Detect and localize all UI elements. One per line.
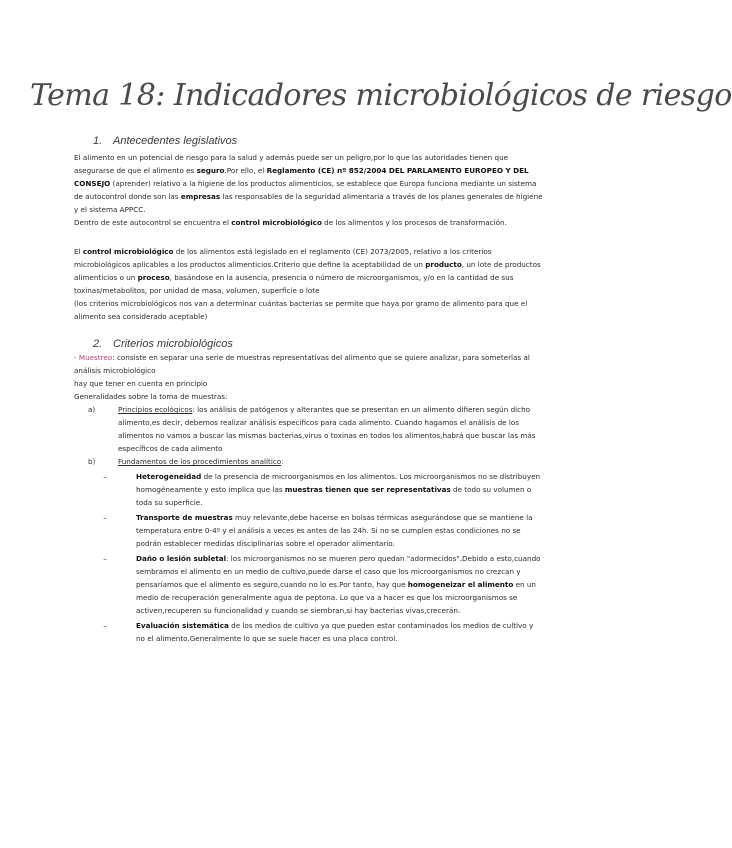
text-run: : [281,457,284,466]
text-run: de los medios de cultivo ya que pueden estar contaminados los medios de cultivo y no el alimento.Generalmente lo que se suele hacer es una placa control. [136,621,534,643]
text-run: de la presencia de microorganismos en los alimentos. Los microorganismos no se distribuyen homogéneamente y esto implica que las [136,472,541,494]
text-run: El alimento en un potencial de riesgo para la salud y además puede ser un peligro,por lo que las autoridades tienen que asegurarse de que el alimento es [74,153,509,175]
underlined-term: Principios ecológicos [118,405,193,414]
bold-term: producto [425,260,462,269]
text-run: .Por ello, el [224,166,267,175]
bold-term: proceso [137,273,170,282]
bold-term: control microbiológico [82,247,174,256]
text-run: muy relevante,debe hacerse en bolsas térmicas asegurándose que se mantiene la temperatura entre 0-4º y el análisis a veces es antes de las 24h. Si no se cumplen estas condiciones no se podrán establecer medidas disciplinarias sobre el operador alimentario. [136,513,533,548]
paragraph-intro [74,151,544,216]
text-run: de los alimentos y los procesos de transformación. [321,218,507,227]
text-run: de los alimentos está legislado en el reglamento (CE) 2073/2005, relativo a los criterios microbiológicos aplicables a los productos alimenticios.Criterio que define la aceptabilidad de un [74,247,492,269]
text-run: (aprender) relativo a la higiene de los productos alimenticios, se establece que Europa funciona mediante un sistema de autocontrol donde son las [74,179,537,201]
bullet-dash: – [103,554,107,563]
bullet-transporte [74,511,544,550]
list-body [118,455,544,468]
bullet-body [136,511,544,550]
text-run: en un medio de recuperación generalmente agua de peptona. Lo que va a hacer es que los microorganismos se activen,recuperen su funcionalidad y cuando se siembran,si hay bacterias vivas,crecerán. [136,580,536,615]
bullet-dash: – [103,472,107,481]
bullet-body [136,552,544,617]
bold-term: control microbiológico [231,218,322,227]
list-label: b) [88,457,96,466]
line-generalidades: Generalidades sobre la toma de muestras: [74,392,228,401]
bullet-dash: – [103,513,107,522]
bullet-dano-subletal [74,552,544,617]
section-number: 2. [93,338,103,350]
bullet-dash: – [103,621,107,630]
bullet-evaluacion [74,619,544,645]
paragraph-muestreo [74,351,544,377]
list-label: a) [88,405,96,414]
bullet-body [136,619,544,645]
bold-term: Heterogeneidad [136,472,202,481]
bold-term: seguro [196,166,225,175]
section-heading-2 [93,337,544,351]
underlined-term: Fundamentos de los procedimientos analítico [118,457,282,466]
list-item-b [74,455,544,468]
bold-term: Daño o lesión subletal [136,554,227,563]
paragraph-control [74,245,544,297]
text-run: El [74,247,83,256]
bullet-body [136,470,544,509]
section-title: Antecedentes legislativos [113,135,238,147]
bullet-heterogeneidad [74,470,544,509]
text-run: : los análisis de patógenos y alterantes que se presentan en un alimento difieren según dicho alimento,es decir, debemos realizar análisis específicos para cada alimento. Cuando hagamos el análisis de los alimentos no vamos a buscar las mismas bacterias,virus o toxinas en todos los alimentos,habrá que buscar las más específicos de cada alimento [118,405,536,453]
paragraph-note: (los criterios microbiológicos nos van a determinar cuántas bacterias se permite que haya por gramo de alimento para que el alimento sea considerado aceptable) [74,299,528,321]
text-run: , basándose en la ausencia, presencia o número de microorganismos, y/o en la cantidad de sus toxinas/metabolitos, por unidad de masa, volumen, superficie o lote [74,273,514,295]
bold-term: empresas [180,192,221,201]
text-run: : consiste en separar una serie de muestras representativas del alimento que se quiere analizar, para someterlas al análisis microbiológico [74,353,530,375]
bold-term: Evaluación sistemática [136,621,229,630]
document-body [74,134,544,645]
text-run: las responsables de la seguridad alimentaria a través de los planes generales de higiene y el sistema APPCC. [74,192,543,214]
line-principio: hay que tener en cuenta en principio [74,379,208,388]
page-title: Tema 18: Indicadores microbiológicos de riesgo [30,78,732,113]
text-run: Dentro de este autocontrol se encuentra el [74,218,232,227]
paragraph-autocontrol [74,216,544,229]
section-title: Criterios microbiológicos [113,338,233,350]
text-run: , un lote de productos alimenticios o un [74,260,541,282]
list-body [118,403,544,455]
list-item-a [74,403,544,455]
text-run: de todo su volumen o toda su superficie. [136,485,532,507]
section-heading-1 [93,134,544,148]
bold-term: Reglamento (CE) nº 852/2004 DEL PARLAMENTO EUROPEO Y DEL CONSEJO [74,166,529,188]
bold-term: homogeneizar el alimento [407,580,514,589]
muestreo-term: - Muestreo [74,353,113,362]
section-number: 1. [93,135,103,147]
bold-term: muestras tienen que ser representativas [284,485,451,494]
bold-term: Transporte de muestras [136,513,233,522]
text-run: : los microorganismos no se mueren pero quedan "adormecidos".Debido a esto,cuando sembramos el alimento en un medio de cultivo,puede darse el caso que los microorganismos no crezcan y pensaríamos que el alimento es seguro,cuando no lo es.Por tanto, hay que [136,554,541,589]
